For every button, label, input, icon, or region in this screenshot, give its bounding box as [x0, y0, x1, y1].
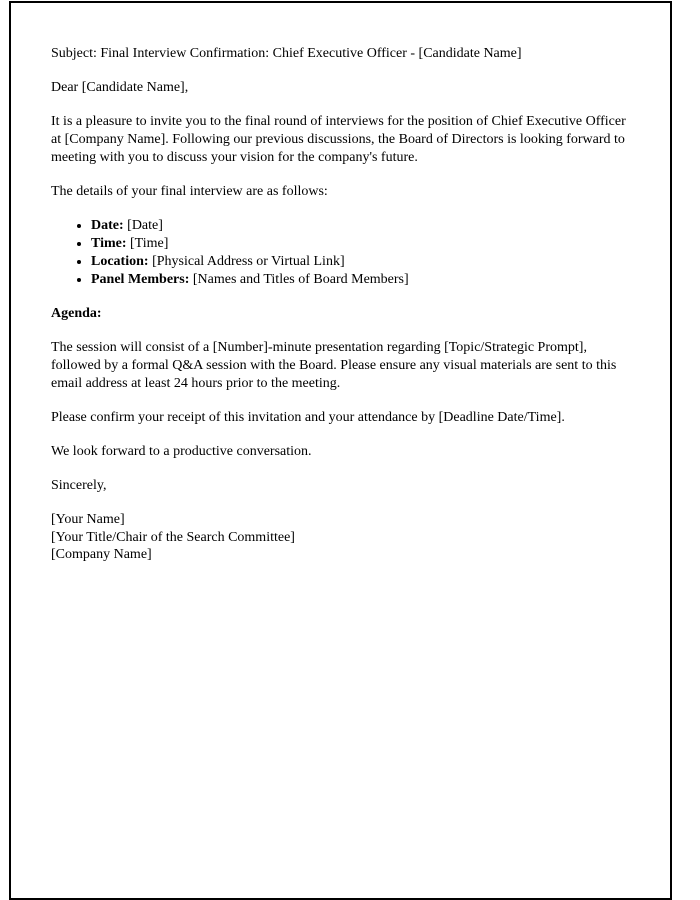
signature-company: [Company Name]: [51, 547, 152, 562]
detail-item-time: [91, 235, 630, 253]
detail-value-location: [Physical Address or Virtual Link]: [152, 254, 345, 269]
detail-label-date: Date:: [91, 218, 124, 233]
document-page: [9, 1, 672, 900]
detail-value-time: [Time]: [130, 236, 169, 251]
signature-name: [Your Name]: [51, 512, 125, 527]
intro-paragraph: It is a pleasure to invite you to the final round of interviews for the position of Chief Executive Officer at [Company Name]. Following our previous discussions, the Board of Directors is looking forward to meeting with you to discuss your vision for the company's future.: [51, 114, 626, 165]
detail-label-time: Time:: [91, 236, 127, 251]
agenda-paragraph: The session will consist of a [Number]-minute presentation regarding [Topic/Strategic Prompt], followed by a formal Q&A session with the Board. Please ensure any visual materials are sent to this email address at least 24 hours prior to the meeting.: [51, 340, 617, 391]
subject-line: Subject: Final Interview Confirmation: Chief Executive Officer - [Candidate Name]: [51, 46, 522, 61]
details-list: [51, 217, 630, 289]
detail-value-panel-members: [Names and Titles of Board Members]: [192, 272, 409, 287]
detail-value-date: [Date]: [127, 218, 163, 233]
detail-label-panel-members: Panel Members:: [91, 272, 190, 287]
signoff: Sincerely,: [51, 478, 107, 493]
signature-title: [Your Title/Chair of the Search Committee]: [51, 529, 295, 545]
detail-label-location: Location:: [91, 254, 149, 269]
detail-item-panel-members: [91, 271, 630, 289]
detail-item-location: [91, 253, 630, 271]
confirmation-paragraph: Please confirm your receipt of this invitation and your attendance by [Deadline Date/Time].: [51, 410, 565, 425]
salutation: Dear [Candidate Name],: [51, 80, 189, 95]
closing-paragraph: We look forward to a productive conversation.: [51, 444, 312, 459]
agenda-heading: Agenda:: [51, 306, 102, 321]
letter-body: [51, 45, 630, 564]
detail-item-date: [91, 217, 630, 235]
signature-block: [51, 511, 630, 564]
details-intro: The details of your final interview are as follows:: [51, 184, 328, 199]
